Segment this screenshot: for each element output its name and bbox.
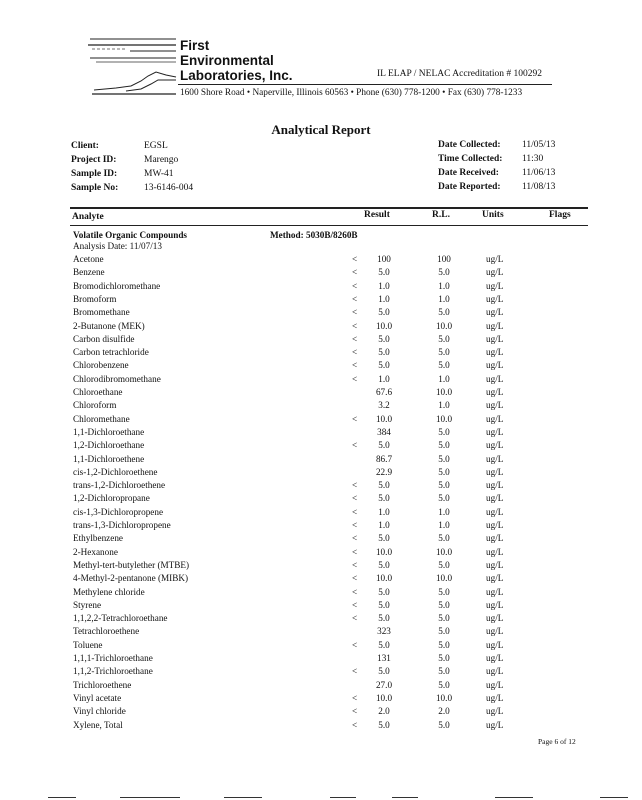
page-number: Page 6 of 12: [538, 737, 576, 746]
rl-cell: 5.0: [438, 613, 450, 624]
company-name: [180, 38, 293, 83]
table-row: [0, 680, 642, 693]
less-than-cell: <: [352, 692, 358, 703]
date-reported-value: 11/08/13: [522, 182, 556, 192]
less-than-cell: <: [352, 480, 358, 491]
rl-cell: 1.0: [438, 520, 450, 530]
less-than-cell: <: [352, 347, 358, 358]
units-cell: ug/L: [486, 320, 504, 331]
less-than-cell: <: [352, 520, 358, 530]
company-name-line-3: Laboratories, Inc.: [180, 68, 293, 83]
table-row: [0, 653, 642, 666]
header-result: Result: [364, 210, 390, 220]
result-cell: 5.0: [378, 480, 390, 491]
units-cell: ug/L: [486, 586, 504, 597]
less-than-cell: <: [352, 280, 358, 291]
analyte-cell: 1,2-Dichloropropane: [73, 493, 150, 504]
result-cell: 384: [377, 426, 391, 437]
units-cell: ug/L: [486, 480, 504, 491]
table-row: [0, 454, 642, 467]
date-received-value: 11/06/13: [522, 168, 556, 178]
accreditation: IL ELAP / NELAC Accreditation # 100292: [377, 69, 542, 79]
result-cell: 5.0: [378, 493, 390, 504]
rl-cell: 5.0: [438, 426, 450, 437]
result-cell: 5.0: [378, 639, 390, 650]
result-cell: 67.6: [375, 387, 393, 397]
rl-cell: 5.0: [438, 333, 450, 344]
table-row: [0, 613, 642, 626]
company-name-line-2: Environmental: [180, 53, 274, 68]
analyte-cell: Chloroform: [73, 400, 117, 411]
table-row: [0, 560, 642, 573]
table-row: [0, 720, 642, 733]
result-cell: 5.0: [378, 307, 390, 318]
rl-cell: 2.0: [438, 706, 450, 717]
units-cell: ug/L: [486, 679, 504, 690]
analyte-cell: Ethylbenzene: [73, 533, 123, 544]
less-than-cell: <: [352, 293, 358, 304]
result-cell: 27.0: [375, 679, 393, 690]
less-than-cell: <: [352, 254, 358, 264]
rl-cell: 1.0: [438, 293, 450, 304]
units-cell: ug/L: [486, 599, 504, 610]
sample-id-label: Sample ID:: [71, 169, 118, 179]
result-cell: 5.0: [378, 533, 390, 544]
scan-mark: [600, 797, 628, 798]
company-name-line-1: First: [180, 38, 210, 53]
rl-cell: 5.0: [438, 586, 450, 597]
result-cell: 5.0: [378, 719, 390, 730]
units-cell: ug/L: [486, 333, 504, 344]
analyte-cell: Benzene: [73, 267, 105, 278]
rl-cell: 5.0: [438, 559, 450, 570]
result-cell: 5.0: [378, 586, 390, 597]
units-cell: ug/L: [486, 706, 504, 717]
result-cell: 1.0: [378, 280, 390, 291]
units-cell: ug/L: [486, 413, 504, 424]
table-row: [0, 440, 642, 453]
rl-cell: 1.0: [438, 400, 450, 411]
table-row: [0, 533, 642, 546]
sample-no-value: 13-6146-004: [144, 183, 194, 193]
table-row: [0, 254, 642, 267]
analyte-cell: 1,1-Dichloroethane: [73, 426, 145, 437]
table-row: [0, 414, 642, 427]
result-cell: 10.0: [375, 413, 393, 424]
table-row: [0, 334, 642, 347]
analyte-cell: Styrene: [73, 599, 102, 610]
analyte-cell: Chloromethane: [73, 413, 130, 424]
scan-mark: [330, 797, 356, 798]
analysis-date: Analysis Date: 11/07/13: [73, 241, 162, 251]
result-cell: 5.0: [378, 360, 390, 371]
table-row: [0, 294, 642, 307]
rl-cell: 5.0: [438, 453, 450, 464]
result-cell: 3.2: [378, 400, 390, 411]
less-than-cell: <: [352, 373, 358, 384]
analyte-cell: Vinyl acetate: [73, 692, 122, 703]
units-cell: ug/L: [486, 613, 504, 624]
less-than-cell: <: [352, 719, 358, 730]
rl-cell: 5.0: [438, 639, 450, 650]
units-cell: ug/L: [486, 426, 504, 437]
result-cell: 100: [377, 254, 391, 264]
analyte-cell: 1,1-Dichloroethene: [73, 453, 145, 464]
less-than-cell: <: [352, 706, 358, 717]
units-cell: ug/L: [486, 533, 504, 544]
analyte-cell: cis-1,2-Dichloroethene: [73, 466, 158, 477]
units-cell: ug/L: [486, 400, 504, 411]
date-received-label: Date Received:: [438, 168, 499, 178]
client-label: Client:: [71, 141, 99, 151]
result-cell: 5.0: [378, 440, 390, 451]
analyte-cell: Vinyl chloride: [73, 706, 126, 717]
less-than-cell: <: [352, 546, 358, 557]
header-units: Units: [482, 210, 504, 220]
units-cell: ug/L: [486, 387, 504, 397]
units-cell: ug/L: [486, 653, 504, 663]
units-cell: ug/L: [486, 639, 504, 650]
analyte-cell: trans-1,3-Dichloropropene: [73, 520, 171, 530]
rl-cell: 1.0: [438, 506, 450, 517]
result-cell: 5.0: [378, 666, 390, 677]
analyte-cell: Chlorobenzene: [73, 360, 129, 371]
project-id-value: Marengo: [144, 155, 179, 165]
table-row: [0, 573, 642, 586]
scan-mark: [495, 797, 533, 798]
result-cell: 10.0: [375, 546, 393, 557]
rl-cell: 10.0: [435, 573, 453, 584]
result-cell: 5.0: [378, 347, 390, 358]
result-cell: 1.0: [378, 520, 390, 530]
rl-cell: 10.0: [435, 546, 453, 557]
analyte-cell: Methyl-tert-butylether (MTBE): [73, 559, 190, 570]
table-row: [0, 387, 642, 400]
result-cell: 5.0: [378, 267, 390, 278]
rl-cell: 5.0: [438, 666, 450, 677]
time-collected-label: Time Collected:: [438, 154, 503, 164]
analyte-cell: 1,1,2,2-Tetrachloroethane: [73, 613, 168, 624]
table-row: [0, 600, 642, 613]
table-row: [0, 666, 642, 679]
rl-cell: 5.0: [438, 679, 450, 690]
rl-cell: 5.0: [438, 599, 450, 610]
rl-cell: 5.0: [438, 347, 450, 358]
result-cell: 10.0: [375, 320, 393, 331]
rl-cell: 10.0: [435, 692, 453, 703]
units-cell: ug/L: [486, 559, 504, 570]
units-cell: ug/L: [486, 254, 504, 264]
client-value: EGSL: [144, 141, 168, 151]
header-rule: [178, 84, 552, 85]
table-row: [0, 467, 642, 480]
analyte-cell: 2-Hexanone: [73, 546, 118, 557]
analyte-cell: 1,1,2-Trichloroethane: [73, 666, 153, 677]
table-row: [0, 626, 642, 639]
table-row: [0, 706, 642, 719]
less-than-cell: <: [352, 639, 358, 650]
company-logo: [86, 34, 178, 102]
less-than-cell: <: [352, 307, 358, 318]
project-id-label: Project ID:: [71, 155, 117, 165]
rl-cell: 1.0: [438, 373, 450, 384]
analyte-cell: Trichloroethene: [73, 679, 132, 690]
date-reported-label: Date Reported:: [438, 182, 501, 192]
analyte-cell: Methylene chloride: [73, 586, 145, 597]
analyte-cell: cis-1,3-Dichloropropene: [73, 506, 164, 517]
rl-cell: 5.0: [438, 480, 450, 491]
rl-cell: 10.0: [435, 413, 453, 424]
units-cell: ug/L: [486, 307, 504, 318]
units-cell: ug/L: [486, 466, 504, 477]
units-cell: ug/L: [486, 493, 504, 504]
analyte-cell: 4-Methyl-2-pentanone (MIBK): [73, 573, 189, 584]
units-cell: ug/L: [486, 453, 504, 464]
less-than-cell: <: [352, 413, 358, 424]
result-cell: 323: [377, 626, 391, 637]
units-cell: ug/L: [486, 360, 504, 371]
less-than-cell: <: [352, 360, 358, 371]
units-cell: ug/L: [486, 719, 504, 730]
less-than-cell: <: [352, 267, 358, 278]
units-cell: ug/L: [486, 267, 504, 278]
units-cell: ug/L: [486, 440, 504, 451]
rl-cell: 100: [437, 254, 451, 264]
rl-cell: 10.0: [435, 387, 453, 397]
units-cell: ug/L: [486, 347, 504, 358]
table-row: [0, 493, 642, 506]
less-than-cell: <: [352, 573, 358, 584]
scan-mark: [392, 797, 418, 798]
header-flags: Flags: [549, 210, 571, 220]
analyte-cell: Bromodichloromethane: [73, 280, 161, 291]
company-address: 1600 Shore Road • Naperville, Illinois 60563 • Phone (630) 778-1200 • Fax (630) 778-1233: [180, 88, 523, 98]
analyte-cell: Toluene: [73, 639, 103, 650]
section-title: Volatile Organic Compounds: [73, 230, 188, 240]
time-collected-value: 11:30: [522, 154, 544, 164]
units-cell: ug/L: [486, 573, 504, 584]
table-row: [0, 281, 642, 294]
result-cell: 1.0: [378, 293, 390, 304]
table-row: [0, 587, 642, 600]
rl-cell: 5.0: [438, 307, 450, 318]
result-cell: 10.0: [375, 692, 393, 703]
rl-cell: 5.0: [438, 653, 450, 663]
report-title: Analytical Report: [271, 122, 371, 137]
units-cell: ug/L: [486, 626, 504, 637]
less-than-cell: <: [352, 599, 358, 610]
table-row: [0, 360, 642, 373]
less-than-cell: <: [352, 533, 358, 544]
rl-cell: 10.0: [435, 320, 453, 331]
table-row: [0, 547, 642, 560]
analyte-cell: 1,2-Dichloroethane: [73, 440, 145, 451]
rl-cell: 5.0: [438, 466, 450, 477]
units-cell: ug/L: [486, 546, 504, 557]
method-label: Method: 5030B/8260B: [270, 230, 358, 240]
rl-cell: 5.0: [438, 267, 450, 278]
scan-mark: [48, 797, 76, 798]
analyte-cell: Chlorodibromomethane: [73, 373, 161, 384]
analyte-cell: Carbon tetrachloride: [73, 347, 149, 358]
table-row: [0, 321, 642, 334]
result-cell: 86.7: [375, 453, 393, 464]
header-rl: R.L.: [432, 210, 450, 220]
result-cell: 1.0: [378, 506, 390, 517]
analyte-cell: Xylene, Total: [73, 719, 123, 730]
rl-cell: 1.0: [438, 280, 450, 291]
rl-cell: 5.0: [438, 360, 450, 371]
result-cell: 2.0: [378, 706, 390, 717]
table-row: [0, 347, 642, 360]
table-row: [0, 307, 642, 320]
rl-cell: 5.0: [438, 719, 450, 730]
result-cell: 131: [377, 653, 391, 663]
units-cell: ug/L: [486, 520, 504, 530]
result-cell: 5.0: [378, 333, 390, 344]
less-than-cell: <: [352, 559, 358, 570]
rl-cell: 5.0: [438, 626, 450, 637]
analyte-cell: Acetone: [73, 254, 104, 264]
less-than-cell: <: [352, 586, 358, 597]
analyte-cell: trans-1,2-Dichloroethene: [73, 480, 166, 491]
table-row: [0, 640, 642, 653]
table-header-rule: [70, 225, 588, 226]
analyte-cell: Bromoform: [73, 293, 117, 304]
rl-cell: 5.0: [438, 533, 450, 544]
units-cell: ug/L: [486, 692, 504, 703]
table-row: [0, 693, 642, 706]
analyte-cell: 1,1,1-Trichloroethane: [73, 653, 153, 663]
sample-id-value: MW-41: [144, 169, 174, 179]
sample-no-label: Sample No:: [71, 183, 119, 193]
units-cell: ug/L: [486, 506, 504, 517]
rl-cell: 5.0: [438, 440, 450, 451]
units-cell: ug/L: [486, 293, 504, 304]
less-than-cell: <: [352, 440, 358, 451]
scan-mark: [224, 797, 262, 798]
result-cell: 1.0: [378, 373, 390, 384]
less-than-cell: <: [352, 320, 358, 331]
less-than-cell: <: [352, 493, 358, 504]
table-row: [0, 480, 642, 493]
table-row: [0, 267, 642, 280]
table-row: [0, 400, 642, 413]
units-cell: ug/L: [486, 373, 504, 384]
table-row: [0, 374, 642, 387]
result-cell: 10.0: [375, 573, 393, 584]
result-cell: 22.9: [375, 466, 393, 477]
less-than-cell: <: [352, 333, 358, 344]
less-than-cell: <: [352, 613, 358, 624]
result-cell: 5.0: [378, 599, 390, 610]
units-cell: ug/L: [486, 666, 504, 677]
less-than-cell: <: [352, 506, 358, 517]
table-row: [0, 507, 642, 520]
scan-mark: [120, 797, 180, 798]
analyte-cell: 2-Butanone (MEK): [73, 320, 145, 331]
analyte-cell: Bromomethane: [73, 307, 130, 318]
logo-lines-icon: [86, 34, 178, 102]
less-than-cell: <: [352, 666, 358, 677]
result-cell: 5.0: [378, 613, 390, 624]
header-analyte: Analyte: [72, 212, 104, 222]
result-cell: 5.0: [378, 559, 390, 570]
units-cell: ug/L: [486, 280, 504, 291]
table-top-rule: [70, 207, 588, 209]
analyte-cell: Carbon disulfide: [73, 333, 135, 344]
date-collected-value: 11/05/13: [522, 140, 556, 150]
rl-cell: 5.0: [438, 493, 450, 504]
table-row: [0, 427, 642, 440]
analyte-cell: Tetrachloroethene: [73, 626, 140, 637]
table-row: [0, 520, 642, 533]
date-collected-label: Date Collected:: [438, 140, 501, 150]
analyte-cell: Chloroethane: [73, 387, 123, 397]
